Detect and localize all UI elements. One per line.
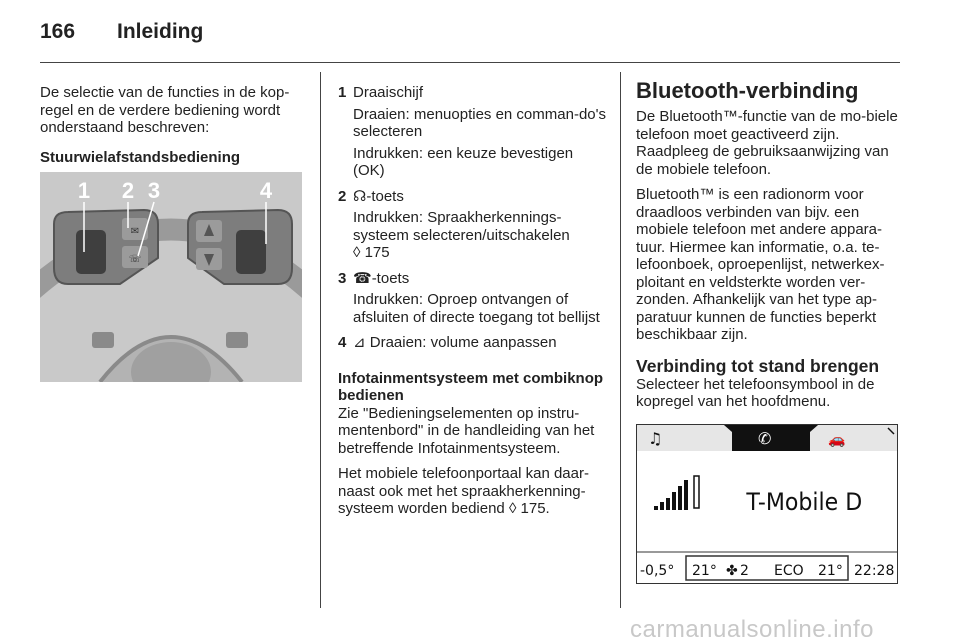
figure-label-4: 4: [259, 178, 273, 203]
outside-temperature: -0,5°: [640, 563, 675, 579]
intro-text: De selectie van de functies in de kop-regel en de verdere bediening wordt onderstaand beschreven:: [40, 84, 290, 136]
page-ref: 175: [364, 244, 390, 261]
item-number: 1: [338, 84, 347, 101]
car-icon: 🚗: [828, 432, 846, 448]
eco-mode: ECO: [774, 563, 804, 579]
control-item-2: [338, 188, 606, 262]
volume-icon: ⊿: [353, 334, 370, 351]
section-heading: Infotainmentsysteem met combiknop bedienen: [338, 369, 604, 404]
figure-label-2: 2: [121, 178, 135, 203]
page-ref-icon: ◊: [353, 244, 365, 261]
page-ref: 175.: [520, 500, 550, 517]
watermark: carmanualsonline.info: [630, 616, 874, 643]
column-divider-1: [320, 72, 321, 608]
item-line: Indrukken: Spraakherkennings-systeem selecteren/uitschakelen: [353, 209, 570, 244]
voice-icon: ☊: [353, 187, 367, 205]
item-title: -toets: [371, 269, 410, 287]
figure-label-3: 3: [147, 178, 161, 203]
infotainment-display: [636, 424, 898, 584]
paragraph: Bluetooth™ is een radionorm voor draadloos verbinden van bijv. een mobiele telefoon met andere appara-tuur. Hiermee kan informatie, o.a. te-lefoonboek, oproepenlijst, netwerkex-ploitant en veldsterkte worden ver-zonden. Afhankelijk van het type ap-paratuur kunnen de functies beperkt beschikbaar zijn.: [636, 186, 885, 343]
temp-left: 21°: [692, 563, 717, 579]
header-rule: [40, 62, 900, 63]
svg-text:✉: ✉: [130, 226, 140, 237]
fan-level: 2: [740, 563, 749, 579]
paragraph: [338, 465, 606, 518]
network-provider: T-Mobile D: [746, 489, 863, 517]
item-line: Indrukken: een keuze bevestigen (OK): [353, 144, 574, 179]
control-item-1: [338, 84, 606, 180]
item-line: Draaien: menuopties en comman-do's selecteren: [353, 105, 606, 140]
temp-right: 21°: [818, 563, 843, 579]
column-divider-2: [620, 72, 621, 608]
control-item-4: [338, 334, 606, 352]
phone-tab-icon: ✆: [758, 429, 772, 448]
paragraph: Selecteer het telefoonsymbool in de kopregel van het hoofdmenu.: [636, 375, 875, 410]
item-line: Indrukken: Oproep ontvangen of afsluiten of directe toegang tot bellijst: [353, 291, 600, 326]
fan-icon: ✤: [726, 563, 738, 579]
page-title: Inleiding: [117, 20, 204, 43]
music-icon: ♫: [648, 429, 663, 448]
left-column: [40, 84, 306, 166]
item-number: 4: [338, 334, 347, 351]
paragraph-text: Het mobiele telefoonportaal kan daar-naast ook met het spraakherkenning-systeem worden bediend: [338, 465, 589, 517]
phone-icon: ☎: [353, 269, 372, 287]
bluetooth-heading: Bluetooth-verbinding: [636, 78, 859, 103]
clock: 22:28: [854, 563, 895, 579]
figure-label-1: 1: [77, 178, 91, 203]
control-item-3: [338, 270, 606, 327]
item-title: -toets: [366, 187, 404, 205]
item-number: 2: [338, 187, 347, 205]
right-column: [636, 78, 900, 411]
steering-wheel-figure: [40, 172, 302, 382]
item-title: Draaischijf: [353, 84, 424, 101]
page-number: 166: [40, 20, 76, 43]
connection-heading: Verbinding tot stand brengen: [636, 355, 880, 376]
page-ref-icon: ◊: [508, 500, 521, 517]
paragraph: Zie "Bedieningselementen op instru-mentenbord" in de handleiding van het betreffende Infotainmentsysteem.: [338, 404, 595, 457]
item-number: 3: [338, 269, 347, 287]
item-title: Draaien: volume aanpassen: [369, 334, 557, 351]
middle-column: [338, 84, 606, 518]
steering-controls-heading: Stuurwielafstandsbediening: [40, 148, 241, 166]
paragraph: De Bluetooth™-functie van de mo-biele telefoon moet geactiveerd zijn. Raadpleeg de gebruiksaanwijzing van de mobiele telefoon.: [636, 108, 898, 178]
svg-text:☏: ☏: [128, 254, 142, 265]
